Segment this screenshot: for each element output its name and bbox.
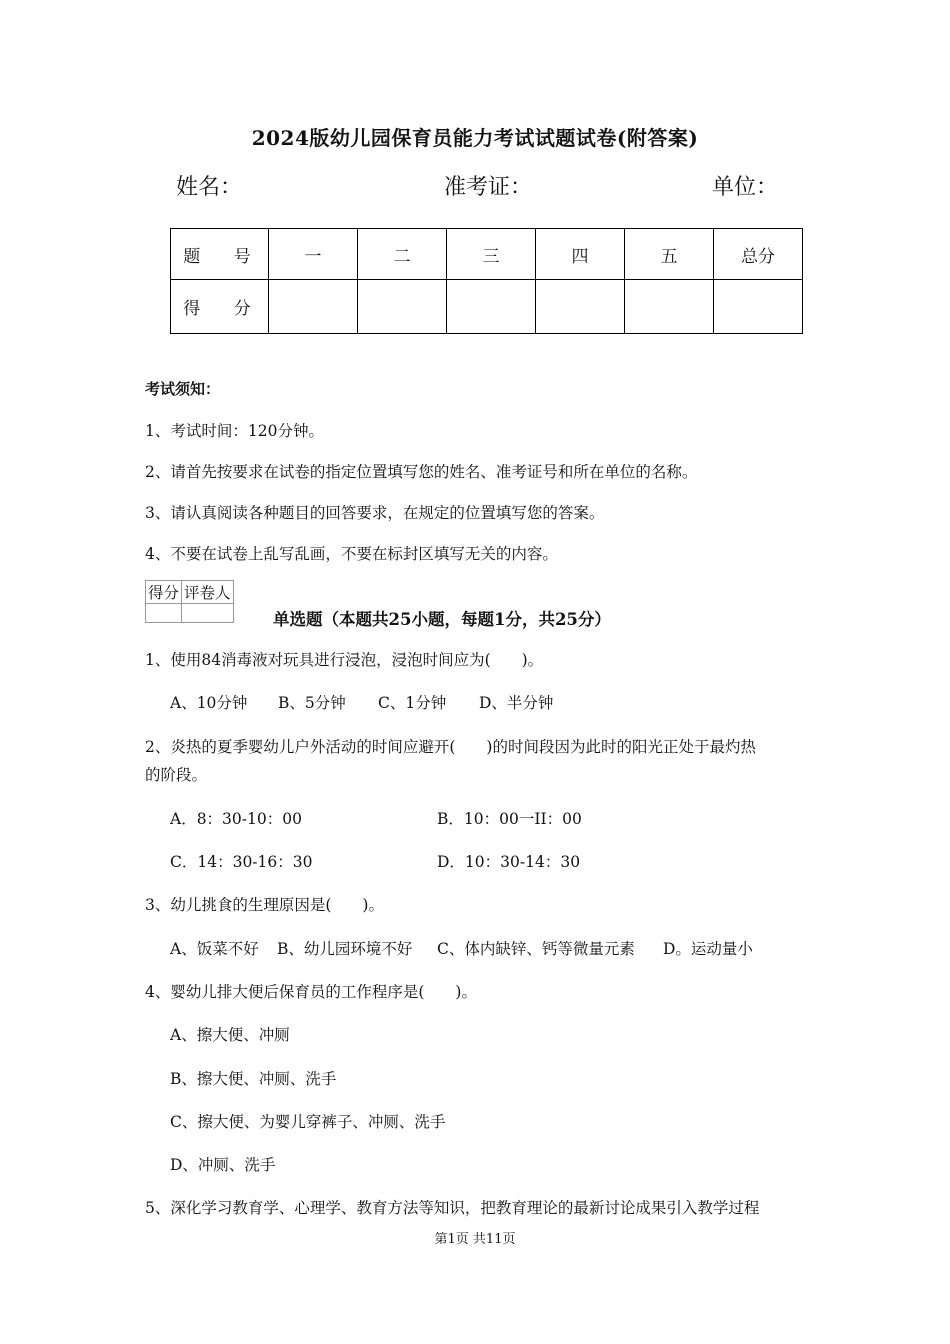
option: A、饭菜不好 [170,940,259,958]
question-stem: 4、婴幼儿排大便后保育员的工作程序是( )。 [145,983,477,1001]
score-table-cell: 得 分 [171,280,269,334]
score-table-header-row [171,229,803,280]
score-table-score-row [171,280,803,334]
score-entry-cell [536,280,625,334]
score-table-cell: 五 [625,229,714,280]
option: A、擦大便、冲厕 [170,1026,290,1044]
question-stem: 2、炎热的夏季婴幼儿户外活动的时间应避开( )的时间段因为此时的阳光正处于最灼热 [145,738,756,756]
section-title: 单选题（本题共25小题，每题1分，共25分） [273,610,611,629]
option: D．10：30-14：30 [437,853,581,871]
option: A、10分钟 [170,694,248,712]
grader-score-cell [146,604,182,623]
score-entry-cell [358,280,447,334]
question-stem: 1、使用84消毒液对玩具进行浸泡，浸泡时间应为( )。 [145,651,544,669]
score-table-cell: 三 [447,229,536,280]
score-table-cell: 题 号 [171,229,269,280]
notice-item: 4、不要在试卷上乱写乱画，不要在标封区填写无关的内容。 [145,545,558,563]
unit-field-label: 单位： [712,175,779,200]
option: B、5分钟 [278,694,346,712]
grader-name-cell [182,604,234,623]
option: B、擦大便、冲厕、洗手 [170,1070,337,1088]
option: D、半分钟 [479,694,554,712]
option: C、1分钟 [378,694,447,712]
option: C、体内缺锌、钙等微量元素 [437,940,635,958]
option: D、冲厕、洗手 [170,1156,276,1174]
notice-heading: 考试须知： [145,380,221,398]
grader-table [145,580,234,623]
option: A．8：30-10：00 [170,810,302,828]
page-title: 2024版幼儿园保育员能力考试试题试卷(附答案) [251,126,699,150]
grader-score-label: 得分 [146,581,182,604]
name-field-label: 姓名： [176,175,243,200]
score-entry-cell [714,280,803,334]
notice-item: 2、请首先按要求在试卷的指定位置填写您的姓名、准考证号和所在单位的名称。 [145,463,698,481]
score-table-cell: 二 [358,229,447,280]
score-entry-cell [625,280,714,334]
option: C．14：30-16：30 [170,853,313,871]
score-table-cell: 四 [536,229,625,280]
score-entry-cell [447,280,536,334]
score-table-cell: 总分 [714,229,803,280]
notice-item: 1、考试时间：120分钟。 [145,422,324,440]
ticket-field-label: 准考证： [444,175,533,200]
question-stem-continued: 的阶段。 [145,766,208,784]
score-entry-cell [269,280,358,334]
score-table [170,228,803,334]
question-stem: 3、幼儿挑食的生理原因是( )。 [145,896,384,914]
notice-item: 3、请认真阅读各种题目的回答要求，在规定的位置填写您的答案。 [145,504,605,522]
page-footer: 第1页 共11页 [434,1232,516,1247]
question-stem: 5、深化学习教育学、心理学、教育方法等知识，把教育理论的最新讨论成果引入教学过程 [145,1199,760,1217]
option: C、擦大便、为婴儿穿裤子、冲厕、洗手 [170,1113,446,1131]
score-table-cell: 一 [269,229,358,280]
grader-name-label: 评卷人 [182,581,234,604]
option: B、幼儿园环境不好 [277,940,413,958]
option: B．10：00一II：00 [437,810,582,828]
option: D。运动量小 [663,940,753,958]
